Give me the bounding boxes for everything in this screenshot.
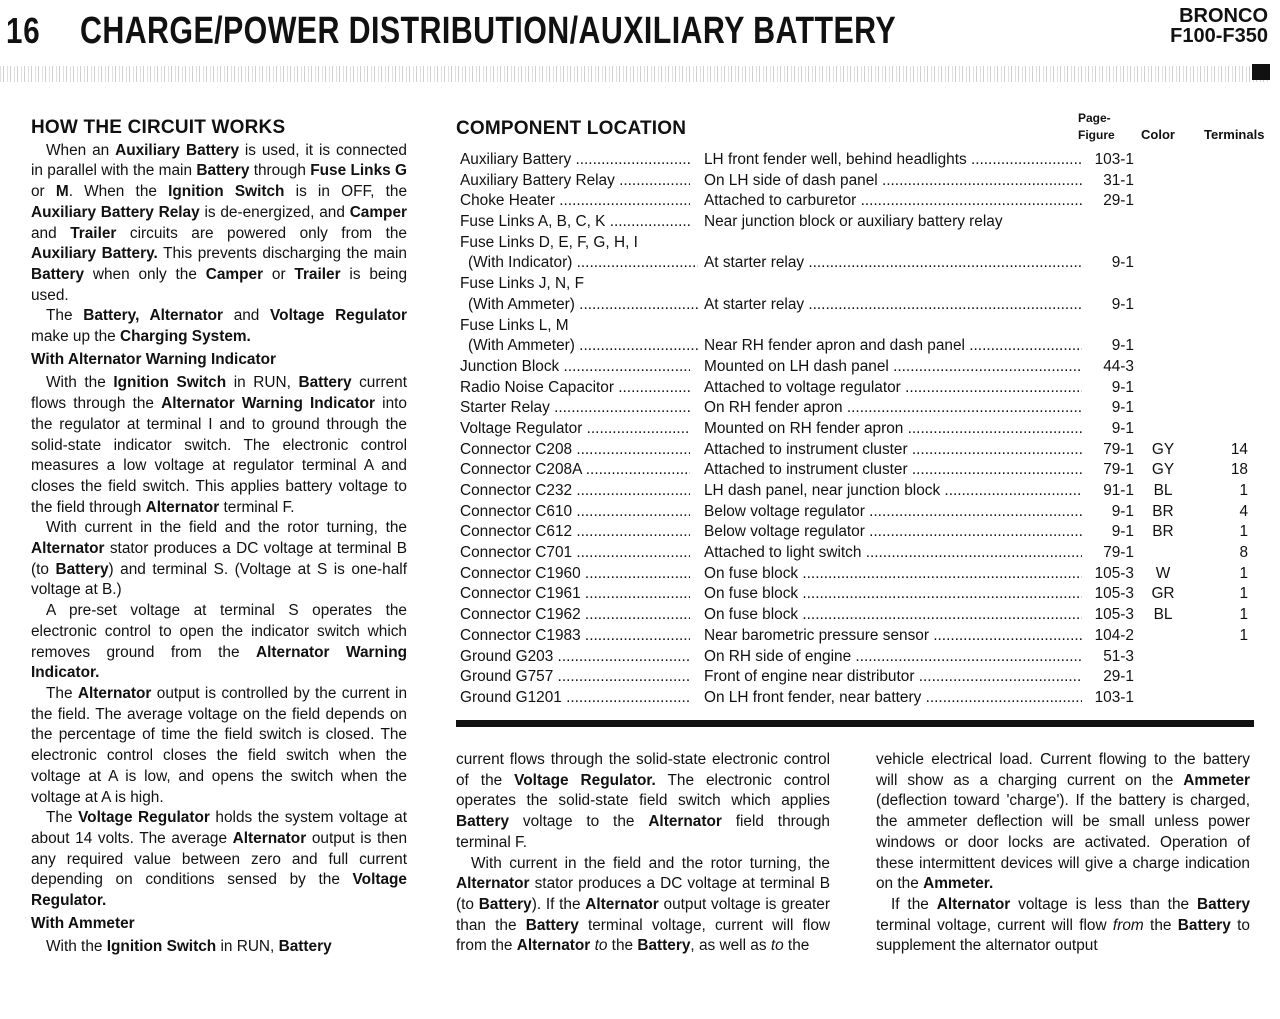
page-figure: 9-1 [1111,399,1134,417]
paragraph: current flows through the solid-state electronic control of the Voltage Regulator. The electronic control operates the solid-state field switch which applies Battery voltage to the Alternator field through terminal F. [456,751,830,851]
page-figure: 103-1 [1094,151,1134,168]
wire-color: GR [1151,585,1175,603]
component-name: Fuse Links L, M [460,316,569,334]
component-row [456,357,1256,378]
component-name: Radio Noise Capacitor ..... [460,378,690,399]
page-figure: 79-1 [1103,440,1134,458]
component-name: Connector C208A ..... [460,460,690,481]
model-line-2: F100-F350 [1170,25,1268,47]
paragraph: The Battery, Alternator and Voltage Regulator make up the Charging System. [31,307,407,346]
circuit-description-column [31,118,407,958]
wire-color: W [1155,564,1171,582]
component-location: At starter relay ..... [704,295,1082,316]
page-header [0,0,1280,62]
component-location: Mounted on RH fender apron ..... [704,419,1082,440]
model-line-1: BRONCO [1179,5,1268,27]
terminal-count: 18 [1230,461,1248,479]
paragraph: The Alternator output is controlled by the current in the field. The average voltage on the field depends on the percentage of time the field switch is closed. The electronic control closes the field switch when the voltage at A is low, and opens the switch when the voltage at A is high. [31,684,407,806]
component-name: Voltage Regulator ..... [460,419,690,440]
column-header-color: Color [1141,127,1175,142]
header-scan-band [0,66,1270,82]
component-row [456,688,1256,709]
component-name: Connector C208 ..... [460,440,690,461]
component-location: Mounted on LH dash panel ..... [704,357,1082,378]
component-name: Connector C1983 ..... [460,626,690,647]
continued-text-column [456,750,830,957]
component-row [456,543,1256,564]
page-figure: 9-1 [1111,419,1134,437]
page-figure: 9-1 [1111,295,1134,313]
component-row [456,564,1256,585]
subheading-ammeter: With Ammeter [31,914,135,932]
wire-color: BR [1152,523,1174,541]
component-location-heading: COMPONENT LOCATION [456,118,687,139]
component-row [456,274,1256,295]
page-figure: 9-1 [1111,523,1134,541]
component-name: Connector C610 ..... [460,502,690,523]
component-location: Near junction block or auxiliary battery relay [704,213,1003,231]
component-row [456,336,1256,357]
component-row [456,440,1256,461]
page-figure: 29-1 [1103,192,1134,210]
component-row [456,626,1256,647]
component-name: Connector C1962 ..... [460,605,690,626]
terminal-count: 1 [1239,482,1248,499]
page-figure: 105-3 [1094,585,1134,603]
component-location: On RH fender apron ..... [704,398,1082,419]
continued-text-column-right [876,750,1250,957]
component-name: (With Ammeter) ..... [468,295,698,316]
component-location: LH front fender well, behind headlights ..... [704,150,1082,171]
subheading-warning-indicator: With Alternator Warning Indicator [31,350,276,368]
page-figure: 105-3 [1094,564,1134,582]
page-figure: 31-1 [1103,171,1134,189]
page-figure: 105-3 [1094,606,1134,624]
component-name: (With Indicator) ..... [468,253,698,274]
component-row [456,522,1256,543]
component-name: Connector C701 ..... [460,543,690,564]
paragraph: If the Alternator voltage is less than the Battery terminal voltage, current will flow from the Battery to supplement the alternator output [876,895,1251,955]
component-location: LH dash panel, near junction block ..... [704,481,1082,502]
page-figure: 9-1 [1111,337,1134,355]
paragraph: With current in the field and the rotor turning, the Alternator stator produces a DC voltage at terminal B (to Battery) and terminal S. (Voltage at S is one-half voltage at B.) [31,519,407,599]
component-name: Auxiliary Battery ..... [460,150,690,171]
wire-color: BR [1152,502,1174,520]
component-location: Below voltage regulator ..... [704,502,1082,523]
wire-color: BL [1153,482,1173,499]
component-name: Connector C612 ..... [460,522,690,543]
component-row [456,378,1256,399]
component-row [456,171,1256,192]
component-name: Connector C1960 ..... [460,564,690,585]
component-row [456,398,1256,419]
page-figure: 9-1 [1111,378,1134,396]
terminal-count: 8 [1239,544,1248,562]
component-row [456,191,1256,212]
page-figure: 9-1 [1111,502,1134,520]
terminal-count: 1 [1239,585,1248,603]
page-figure: 91-1 [1103,482,1134,499]
component-row [456,150,1256,171]
component-row [456,233,1256,254]
component-name: Starter Relay ..... [460,398,690,419]
component-name: Ground G757 ..... [460,667,690,688]
vehicle-model [1170,6,1268,46]
component-row [456,212,1256,233]
terminal-count: 1 [1239,523,1248,541]
wire-color: GY [1151,461,1175,479]
component-name: (With Ammeter) ..... [468,336,698,357]
terminal-count: 1 [1239,606,1248,624]
component-name: Fuse Links D, E, F, G, H, I [460,233,638,251]
component-location: Attached to instrument cluster ..... [704,440,1082,461]
component-location: Front of engine near distributor ..... [704,667,1082,688]
component-location: On fuse block ..... [704,564,1082,585]
component-row [456,584,1256,605]
page-figure: 9-1 [1111,254,1134,272]
terminal-count: 14 [1230,440,1248,458]
component-location: On fuse block ..... [704,584,1082,605]
component-name: Fuse Links A, B, C, K ..... [460,212,690,233]
component-row [456,295,1256,316]
component-name: Choke Heater ..... [460,191,690,212]
terminal-count: 4 [1239,502,1248,520]
component-name: Ground G1201 ..... [460,688,690,709]
component-location: Attached to instrument cluster ..... [704,460,1082,481]
wire-color: BL [1153,606,1173,624]
component-location: Near barometric pressure sensor ..... [704,626,1082,647]
page-figure: 44-3 [1103,357,1134,375]
table-divider [456,720,1254,727]
page-figure: 29-1 [1103,668,1134,686]
component-location: On LH front fender, near battery ..... [704,688,1082,709]
component-row [456,667,1256,688]
component-location: On RH side of engine ..... [704,647,1082,668]
page-figure: 104-2 [1094,626,1134,644]
terminal-count: 1 [1239,626,1248,644]
component-location: Attached to light switch ..... [704,543,1082,564]
how-circuit-works-heading: HOW THE CIRCUIT WORKS [31,117,286,138]
paragraph: With current in the field and the rotor turning, the Alternator stator produces a DC voltage at terminal B (to Battery). If the Alternator output voltage is greater than the Battery terminal voltage, current will flow from the Alternator to the Battery, as well as to the [456,854,831,955]
component-location: Attached to voltage regulator ..... [704,378,1082,399]
component-row [456,605,1256,626]
component-row [456,253,1256,274]
page-figure: 79-1 [1103,461,1134,479]
paragraph: A pre-set voltage at terminal S operates the electronic control to open the indicator switch which removes ground from the Alternator Warning Indicator. [31,602,407,682]
component-location: On LH side of dash panel ..... [704,171,1082,192]
component-row [456,419,1256,440]
column-header-page-figure: Page- Figure [1078,111,1115,142]
page-title: CHARGE/POWER DISTRIBUTION/AUXILIARY BATTERY [80,10,897,52]
component-location: At starter relay ..... [704,253,1082,274]
header-scan-mark [1252,64,1270,80]
component-name: Auxiliary Battery Relay ..... [460,171,690,192]
component-name: Connector C232 ..... [460,481,690,502]
component-row [456,316,1256,337]
component-location: On fuse block ..... [704,605,1082,626]
page-figure: 51-3 [1103,647,1134,665]
column-header-terminals: Terminals [1204,127,1265,142]
paragraph: The Voltage Regulator holds the system voltage at about 14 volts. The average Alternator output is then any required value between zero and full current depending on conditions sensed by the Voltage Regulator. [31,809,408,910]
component-location: Attached to carburetor ..... [704,191,1082,212]
wire-color: GY [1151,440,1175,458]
page-number: 16 [6,10,41,51]
paragraph: vehicle electrical load. Current flowing to the battery will show as a charging current on the Ammeter (deflection toward 'charge'). If the battery is charged, the ammeter deflection will be small unless power windows or door locks are activated. Operation of these intermittent devices will give a charge indication on the Ammeter. [876,751,1250,893]
paragraph: With the Ignition Switch in RUN, Battery current flows through the Alternator Warning Indicator into the regulator at terminal I and to ground through the solid-state indicator switch. The electronic control measures a low voltage at regulator terminal A and closes the field switch. This applies battery voltage to the field through Alternator terminal F. [31,374,408,516]
terminal-count: 1 [1239,564,1248,582]
component-row [456,460,1256,481]
component-name: Ground G203 ..... [460,647,690,668]
page-figure: 103-1 [1094,688,1134,706]
component-name: Connector C1961 ..... [460,584,690,605]
component-location: Below voltage regulator ..... [704,522,1082,543]
page-figure: 79-1 [1103,544,1134,562]
paragraph: When an Auxiliary Battery is used, it is connected in parallel with the main Battery through Fuse Links G or M. When the Ignition Switch is in OFF, the Auxiliary Battery Relay is de-energized, and Camper and Trailer circuits are powered only from the Auxiliary Battery. This prevents discharging the main Battery when only the Camper or Trailer is being used. [31,141,408,304]
component-row [456,502,1256,523]
component-location-table [456,150,1256,709]
component-row [456,481,1256,502]
component-row [456,647,1256,668]
component-name: Junction Block ..... [460,357,690,378]
component-name: Fuse Links J, N, F [460,275,585,293]
component-location: Near RH fender apron and dash panel ..... [704,336,1082,357]
paragraph: With the Ignition Switch in RUN, Battery [46,938,332,956]
